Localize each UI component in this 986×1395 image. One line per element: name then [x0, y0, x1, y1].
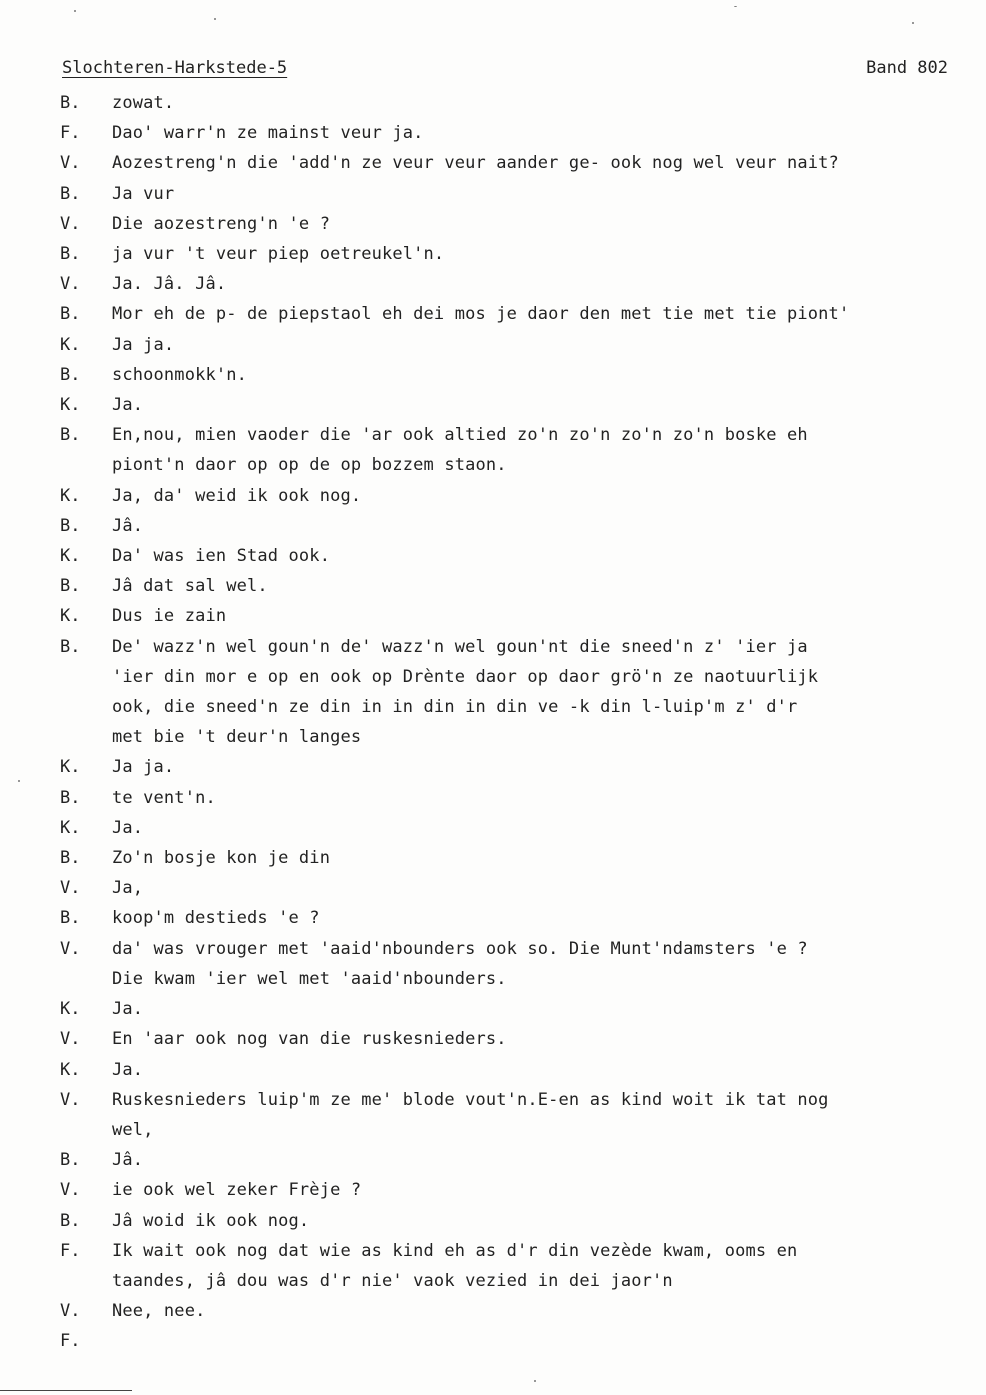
transcript-turn [60, 934, 980, 994]
transcript-turn [60, 118, 980, 148]
utterance-line: schoonmokk'n. [112, 364, 248, 385]
utterance-line: Nee, nee. [112, 1301, 206, 1322]
speaker-label: B. [60, 183, 81, 204]
speaker-label: B. [60, 1210, 81, 1231]
utterance [112, 571, 980, 601]
transcript [60, 88, 980, 1357]
utterance-line: Jâ. [112, 515, 144, 536]
utterance [112, 903, 980, 933]
transcript-turn [60, 511, 980, 541]
utterance-line: ja vur 't veur piep oetreukel'n. [112, 244, 445, 265]
transcript-turn [60, 239, 980, 269]
utterance [112, 179, 980, 209]
band-number: Band 802 [866, 58, 948, 78]
speaker-label: K. [60, 334, 81, 355]
scan-speck [912, 22, 914, 24]
utterance-line: Ja. [112, 1059, 144, 1080]
utterance-line: Ja. Jâ. Jâ. [112, 274, 227, 295]
transcript-turn [60, 1085, 980, 1145]
utterance-line: met bie 't deur'n langes [112, 727, 362, 748]
utterance [112, 88, 980, 118]
transcript-turn [60, 903, 980, 933]
speaker-label: K. [60, 817, 81, 838]
speaker-label: F. [60, 1240, 81, 1261]
utterance-line: koop'm destieds 'e ? [112, 908, 320, 929]
speaker-label: B. [60, 848, 81, 869]
utterance [112, 783, 980, 813]
utterance [112, 1206, 980, 1236]
speaker-label: K. [60, 1059, 81, 1080]
transcript-turn [60, 88, 980, 118]
speaker-label: K. [60, 606, 81, 627]
utterance-line: te vent'n. [112, 787, 216, 808]
transcript-turn [60, 601, 980, 631]
speaker-label: K. [60, 485, 81, 506]
transcript-turn [60, 1145, 980, 1175]
transcript-turn [60, 390, 980, 420]
speaker-label: V. [60, 878, 81, 899]
transcript-turn [60, 1055, 980, 1085]
utterance-line: Zo'n bosje kon je din [112, 848, 331, 869]
transcript-turn [60, 330, 980, 360]
utterance-line: piont'n daor op op de op bozzem staon. [112, 455, 507, 476]
utterance [112, 330, 980, 360]
speaker-label: B. [60, 364, 81, 385]
utterance-line: Ja ja. [112, 334, 175, 355]
scan-speck [18, 780, 20, 782]
utterance [112, 148, 980, 178]
transcript-turn [60, 209, 980, 239]
speaker-label: B. [60, 304, 81, 325]
utterance-line: Dao' warr'n ze mainst veur ja. [112, 123, 424, 144]
speaker-label: K. [60, 395, 81, 416]
utterance [112, 420, 980, 480]
speaker-label: B. [60, 93, 81, 113]
utterance-line: Die kwam 'ier wel met 'aaid'nbounders. [112, 968, 507, 989]
scan-speck [734, 6, 737, 7]
transcript-turn [60, 1175, 980, 1205]
utterance-line: Die aozestreng'n 'e ? [112, 213, 331, 234]
speaker-label: F. [60, 1331, 81, 1352]
transcript-turn [60, 148, 980, 178]
speaker-label: K. [60, 757, 81, 778]
utterance-line: 'ier din mor e op en ook op Drènte daor op daor grö'n ze naotuurlijk [112, 666, 819, 687]
utterance-line: Ja. [112, 817, 144, 838]
utterance-line: Jâ woid ik ook nog. [112, 1210, 310, 1231]
speaker-label: K. [60, 999, 81, 1020]
speaker-label: V. [60, 153, 81, 174]
transcript-turn [60, 1206, 980, 1236]
utterance-line: Dus ie zain [112, 606, 227, 627]
utterance [112, 994, 980, 1024]
speaker-label: V. [60, 1180, 81, 1201]
utterance [112, 390, 980, 420]
transcript-turn [60, 813, 980, 843]
speaker-label: V. [60, 1301, 81, 1322]
utterance-line: da' was vrouger met 'aaid'nbounders ook so. Die Munt'ndamsters 'e ? [112, 938, 808, 959]
utterance-line: Mor eh de p- de piepstaol eh dei mos je daor den met tie met tie piont' [112, 304, 850, 325]
utterance [112, 752, 980, 782]
utterance [112, 299, 980, 329]
speaker-label: B. [60, 908, 81, 929]
utterance-line: wel, [112, 1119, 154, 1140]
utterance-line: Ja vur [112, 183, 175, 204]
utterance [112, 511, 980, 541]
utterance-line: Ja, da' weid ik ook nog. [112, 485, 362, 506]
utterance [112, 1085, 980, 1145]
scan-speck [214, 18, 216, 20]
transcript-turn [60, 269, 980, 299]
transcript-turn [60, 1296, 980, 1326]
transcript-turn [60, 752, 980, 782]
transcript-turn [60, 843, 980, 873]
utterance [112, 360, 980, 390]
transcript-turn [60, 873, 980, 903]
utterance-line: En,nou, mien vaoder die 'ar ook altied zo'n zo'n zo'n zo'n boske eh [112, 425, 808, 446]
utterance [112, 541, 980, 571]
transcript-turn [60, 1236, 980, 1296]
utterance [112, 601, 980, 631]
speaker-label: K. [60, 546, 81, 567]
utterance [112, 1055, 980, 1085]
utterance-line: Ja. [112, 395, 144, 416]
utterance-line: Ik wait ook nog dat wie as kind eh as d'r din vezède kwam, ooms en [112, 1240, 798, 1261]
document-title: Slochteren-Harkstede-5 [62, 58, 288, 78]
utterance [112, 934, 980, 994]
transcript-turn [60, 632, 980, 753]
utterance [112, 239, 980, 269]
utterance-line: ie ook wel zeker Frèje ? [112, 1180, 362, 1201]
utterance-line: Ja ja. [112, 757, 175, 778]
speaker-label: B. [60, 425, 81, 446]
transcript-turn [60, 360, 980, 390]
speaker-label: B. [60, 576, 81, 597]
transcript-turn [60, 179, 980, 209]
speaker-label: B. [60, 515, 81, 536]
transcript-turn [60, 541, 980, 571]
page-header [62, 58, 948, 82]
utterance-line: Ruskesnieders luip'm ze me' blode vout'n.E-en as kind woit ik tat nog [112, 1089, 829, 1110]
speaker-label: V. [60, 1089, 81, 1110]
transcript-turn [60, 571, 980, 601]
utterance-line: ook, die sneed'n ze din in in din in din ve -k din l-luip'm z' d'r [112, 697, 798, 718]
utterance-line: Jâ dat sal wel. [112, 576, 268, 597]
utterance [112, 1236, 980, 1296]
speaker-label: V. [60, 213, 81, 234]
utterance-line: De' wazz'n wel goun'n de' wazz'n wel goun'nt die sneed'n z' 'ier ja [112, 636, 808, 657]
utterance-line: Jâ. [112, 1150, 144, 1171]
transcript-turn [60, 783, 980, 813]
transcript-turn [60, 299, 980, 329]
speaker-label: V. [60, 1029, 81, 1050]
utterance [112, 632, 980, 753]
speaker-label: V. [60, 938, 81, 959]
utterance [112, 209, 980, 239]
scan-speck [534, 1380, 536, 1382]
footer-rule [0, 1390, 132, 1391]
utterance [112, 481, 980, 511]
utterance-line: Ja. [112, 999, 144, 1020]
utterance [112, 813, 980, 843]
speaker-label: V. [60, 274, 81, 295]
transcript-turn [60, 1326, 980, 1356]
speaker-label: B. [60, 244, 81, 265]
utterance [112, 269, 980, 299]
utterance [112, 1296, 980, 1326]
utterance [112, 873, 980, 903]
speaker-label: F. [60, 123, 81, 144]
utterance [112, 843, 980, 873]
transcript-turn [60, 994, 980, 1024]
transcript-turn [60, 420, 980, 480]
utterance-line: Ja, [112, 878, 144, 899]
utterance-line: zowat. [112, 93, 175, 113]
scan-speck [74, 10, 76, 12]
utterance [112, 1175, 980, 1205]
utterance-line: En 'aar ook nog van die ruskesnieders. [112, 1029, 507, 1050]
utterance [112, 1024, 980, 1054]
transcript-turn [60, 1024, 980, 1054]
utterance-line: Aozestreng'n die 'add'n ze veur veur aander ge- ook nog wel veur nait? [112, 153, 839, 174]
speaker-label: B. [60, 787, 81, 808]
utterance [112, 118, 980, 148]
speaker-label: B. [60, 1150, 81, 1171]
utterance-line: taandes, jâ dou was d'r nie' vaok vezied in dei jaor'n [112, 1270, 673, 1291]
transcript-turn [60, 481, 980, 511]
speaker-label: B. [60, 636, 81, 657]
utterance [112, 1145, 980, 1175]
utterance-line: Da' was ien Stad ook. [112, 546, 331, 567]
